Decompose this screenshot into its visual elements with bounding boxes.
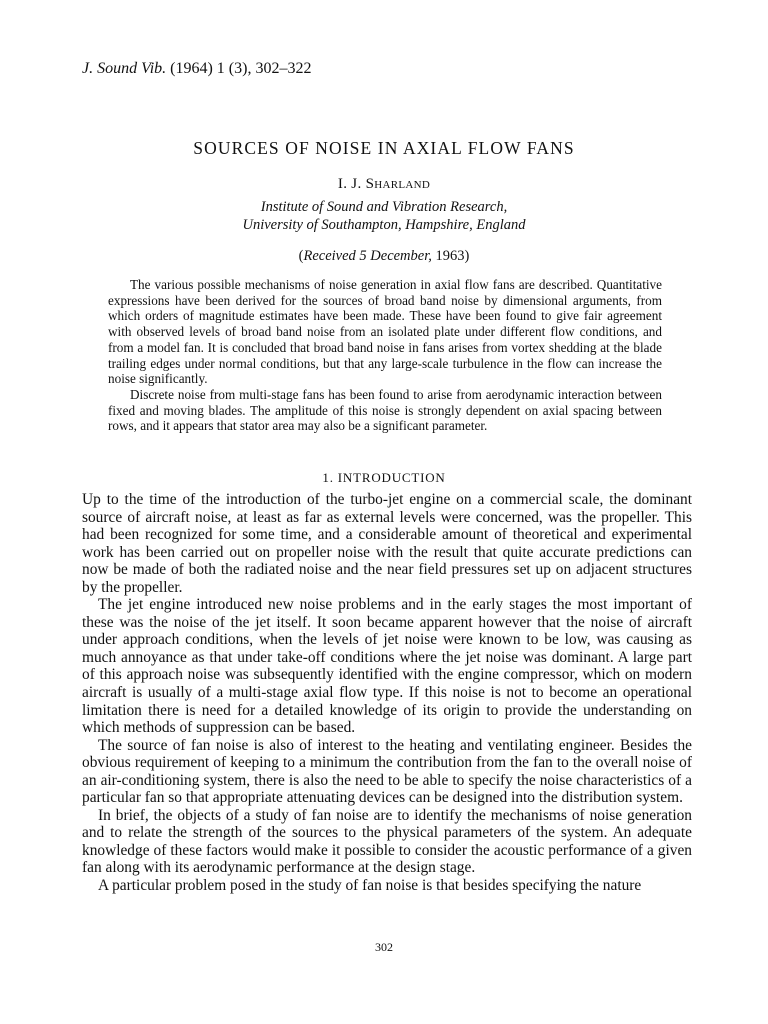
journal-name: J. Sound Vib. xyxy=(82,60,167,77)
affiliation-line-2: University of Southampton, Hampshire, England xyxy=(242,217,526,233)
section-heading: 1. INTRODUCTION xyxy=(322,470,446,485)
abstract-paragraph: Discrete noise from multi-stage fans has been found to arise from aerodynamic interaction between fixed and moving blades. The amplitude of this noise is strongly dependent on axial spacing between rows, and it appears that stator area may also be a significant parameter. xyxy=(108,386,662,434)
received-label: Received 5 December, xyxy=(303,248,432,264)
received-year: 1963) xyxy=(431,248,470,264)
journal-citation xyxy=(82,60,311,78)
received-open-paren: ( xyxy=(298,248,304,264)
body-paragraph: The jet engine introduced new noise problems and in the early stages the most important of these was the noise of the jet itself. It soon became apparent however that the noise of aircraft under approach conditions, when the levels of jet noise were known to be low, was causing as much annoyance as that under take-off conditions where the jet noise was dominant. A large part of this approach noise was subsequently identified with the engine compressor, which on modern aircraft is usually of a multi-stage axial flow type. If this noise is not to become an operational limitation there is need for a detailed knowledge of its origin to provide the understanding on which methods of suppression can be based. xyxy=(82,596,692,737)
body-paragraph: A particular problem posed in the study of fan noise is that besides specifying the nature xyxy=(98,877,642,895)
body-text xyxy=(82,491,692,895)
page-number: 302 xyxy=(375,940,393,954)
author-initials: I. J. xyxy=(337,176,362,192)
body-paragraph: The source of fan noise is also of interest to the heating and ventilating engineer. Besides the obvious requirement of keeping to a minimum the contribution from the fan to the overall noise of an air-conditioning system, there is also the need to be able to specify the noise characteristics of a particular fan so that appropriate attenuating devices can be designed into the distribution system. xyxy=(82,736,692,807)
affiliation xyxy=(0,198,768,234)
body-paragraph: In brief, the objects of a study of fan noise are to identify the mechanisms of noise generation and to relate the strength of the sources to the physical parameters of the system. An adequate knowledge of these factors would make it possible to consider the acoustic performance of a given fan along with its aerodynamic performance at the design stage. xyxy=(82,806,692,877)
received-date xyxy=(0,248,768,265)
citation-details: (1964) 1 (3), 302–322 xyxy=(170,60,312,77)
paper-title: SOURCES OF NOISE IN AXIAL FLOW FANS xyxy=(193,138,575,158)
abstract-paragraph: The various possible mechanisms of noise generation in axial flow fans are described. Quantitative expressions have been derived for the sources of broad band noise by dimensional arguments, from which orders of magnitude estimates have been made. These have been found to give fair agreement with observed levels of broad band noise from an isolated plate under different flow conditions, and from a model fan. It is concluded that broad band noise in fans arises from vortex shedding at the blade trailing edges under normal conditions, but that any large-scale turbulence in the flow can increase the noise significantly. xyxy=(108,277,662,387)
affiliation-line-1: Institute of Sound and Vibration Research, xyxy=(260,199,508,215)
body-paragraph: Up to the time of the introduction of the turbo-jet engine on a commercial scale, the dominant source of aircraft noise, at least as far as external levels were concerned, was the propeller. This had been recognized for some time, and a considerable amount of theoretical and experimental work has been carried out on propeller noise with the result that quite accurate predictions can now be made of both the radiated noise and the near field pressures set up on adjacent structures by the propeller. xyxy=(82,491,692,596)
author-surname: Sharland xyxy=(365,176,431,192)
abstract xyxy=(108,277,662,434)
author xyxy=(0,176,768,193)
